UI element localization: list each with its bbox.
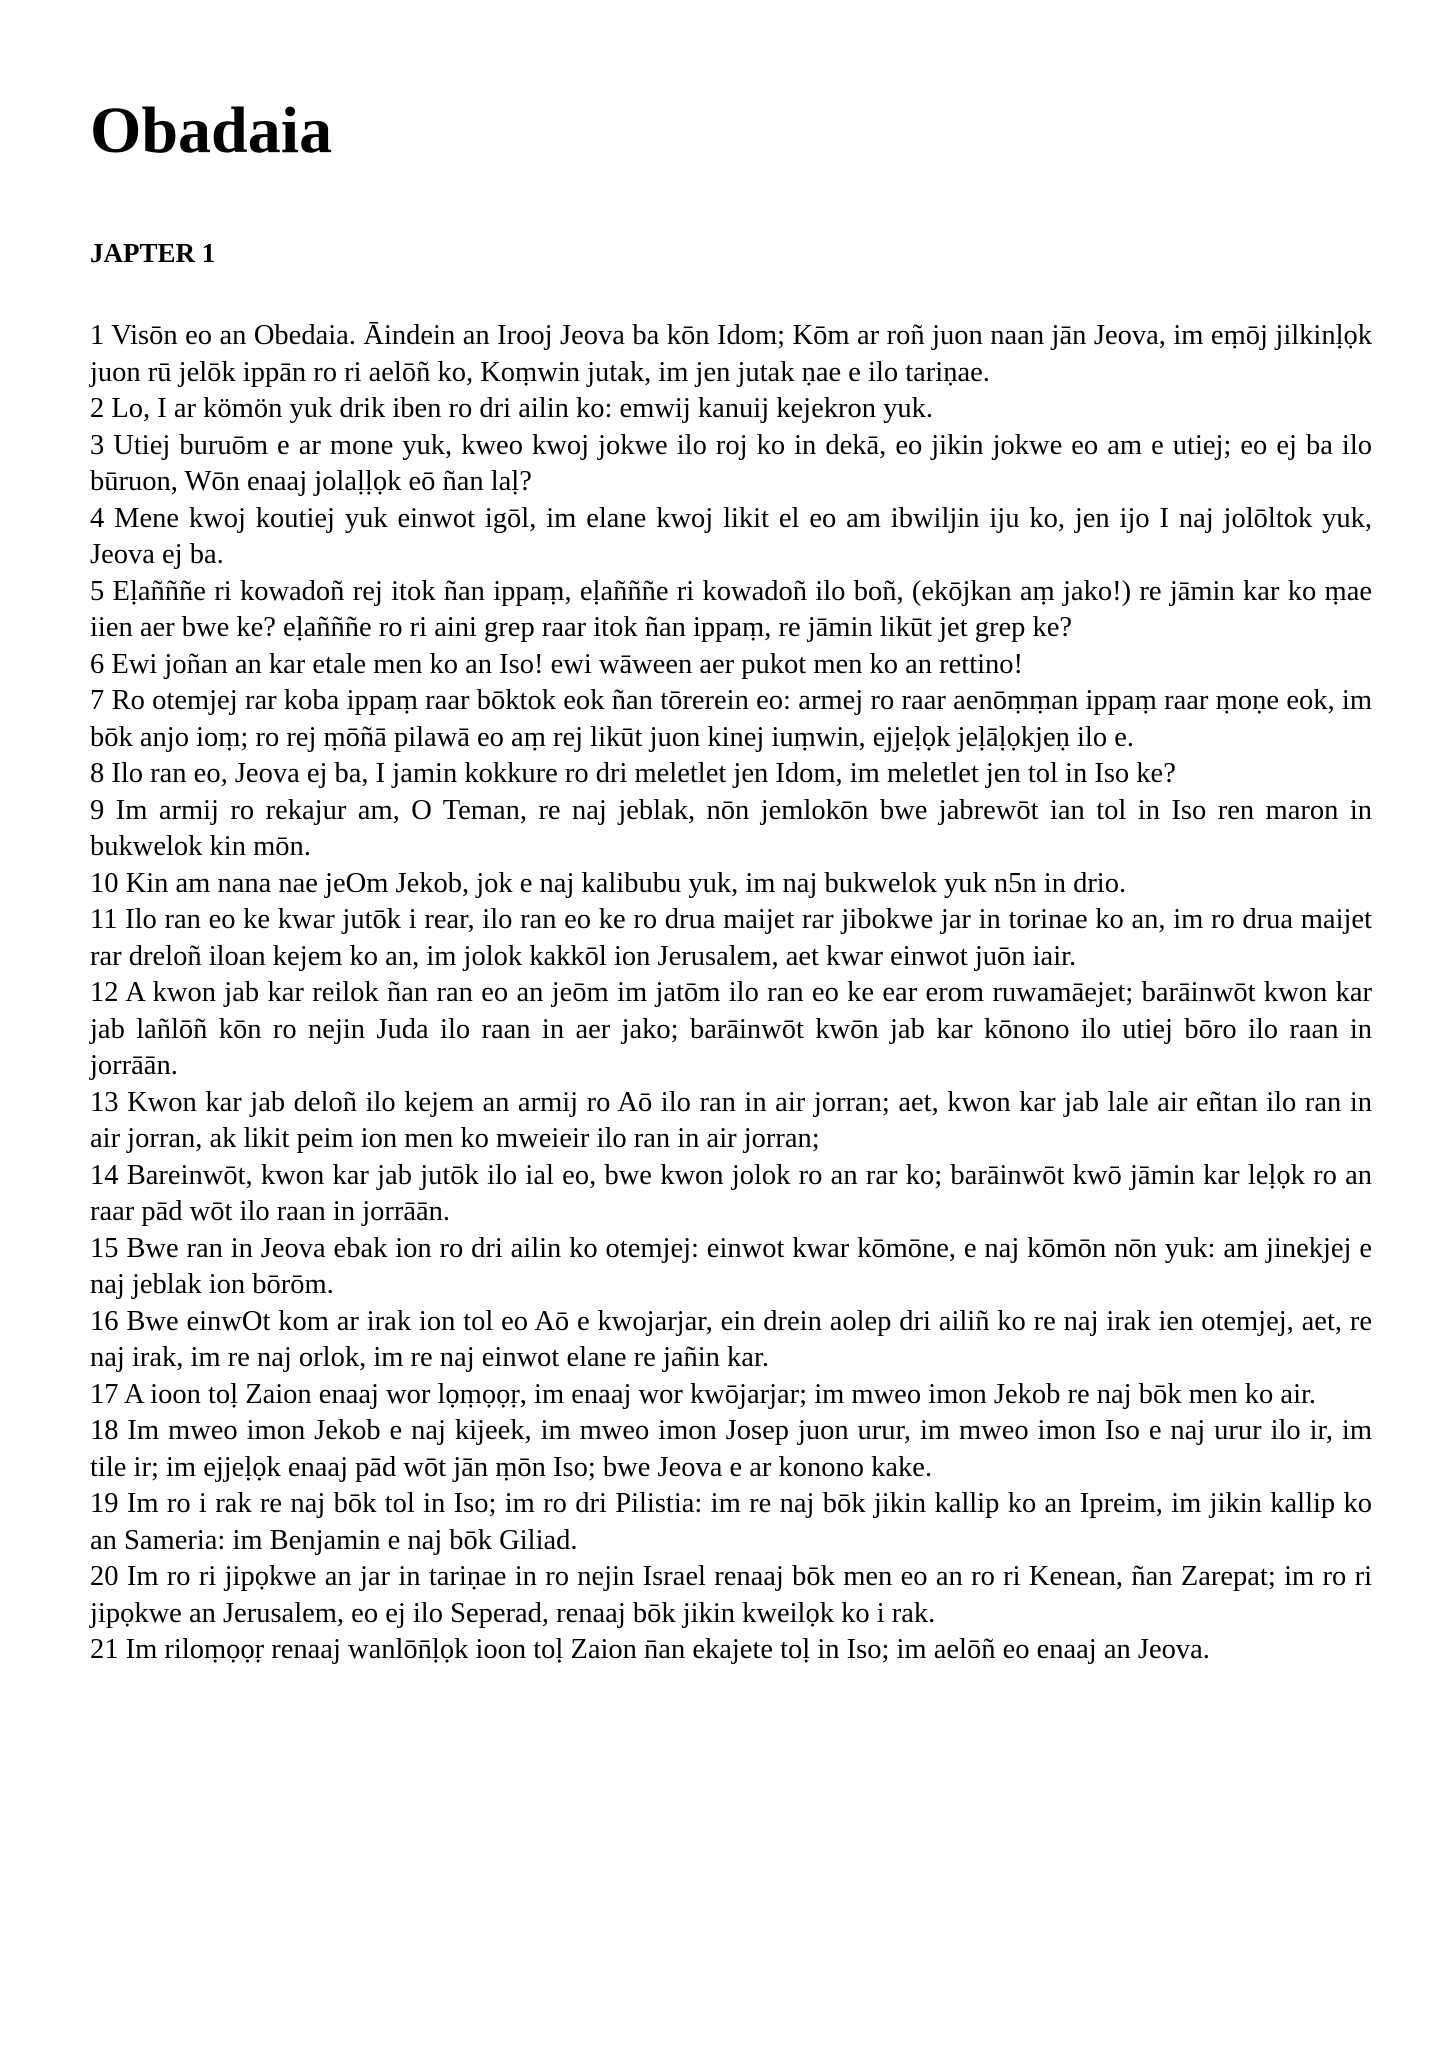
chapter-heading: JAPTER 1 bbox=[90, 238, 216, 268]
verse-15: 15 Bwe ran in Jeova ebak ion ro dri ailin ko otemjej: einwot kwar kōmōne, e naj kōmōn nōn yuk: am jinekjej e naj jeblak ion bōrōm. bbox=[90, 1232, 1372, 1300]
verse-list bbox=[90, 318, 1372, 1669]
verse-14: 14 Bareinwōt, kwon kar jab jutōk ilo ial eo, bwe kwon jolok ro an rar ko; barāinwōt kwō jāmin kar leḷọk ro an raar pād wōt ilo raan in jorrāān. bbox=[90, 1159, 1372, 1227]
document-page bbox=[90, 88, 1372, 1669]
verse-13: 13 Kwon kar jab deloñ ilo kejem an armij ro Aō ilo ran in air jorran; aet, kwon kar jab lale air eñtan ilo ran in air jorran, ak likit peim ion men ko mweieir ilo ran in air jorran; bbox=[90, 1086, 1372, 1154]
verse-20: 20 Im ro ri jipọkwe an jar in tariṇae in ro nejin Israel renaaj bōk men eo an ro ri Kenean, ñan Zarepat; im ro ri jipọkwe an Jerusalem, eo ej ilo Seperad, renaaj bōk jikin kweilọk ko i rak. bbox=[90, 1561, 1372, 1629]
book-title: Obadaia bbox=[90, 94, 333, 167]
verse-4: 4 Mene kwoj koutiej yuk einwot igōl, im elane kwoj likit el eo am ibwiljin iju ko, jen ijo I naj jolōltok yuk, Jeova ej ba. bbox=[90, 502, 1372, 570]
verse-21: 21 Im riloṃọọṛ renaaj wanlōn̄ḷọk ioon toḷ Zaion n̄an ekajete toḷ in Iso; im aelōñ eo enaaj an Jeova. bbox=[90, 1634, 1210, 1665]
verse-5: 5 Eḷañññe ri kowadoñ rej itok ñan ippaṃ, eḷañññe ri kowadoñ ilo boñ, (ekōjkan aṃ jako!) re jāmin kar ko ṃae iien aer bwe ke? eḷañññe ro ri aini grep raar itok ñan ippaṃ, re jāmin likūt jet grep ke? bbox=[90, 575, 1372, 643]
verse-19: 19 Im ro i rak re naj bōk tol in Iso; im ro dri Pilistia: im re naj bōk jikin kallip ko an Ipreim, im jikin kallip ko an Sameria: im Benjamin e naj bōk Giliad. bbox=[90, 1488, 1372, 1556]
verse-12: 12 A kwon jab kar reilok ñan ran eo an jeōm im jatōm ilo ran eo ke ear erom ruwamāejet; barāinwōt kwon kar jab lañlōñ kōn ro nejin Juda ilo raan in aer jako; barāinwōt kwōn jab kar kōnono ilo utiej bōro ilo raan in jorrāān. bbox=[90, 977, 1372, 1081]
verse-7: 7 Ro otemjej rar koba ippaṃ raar bōktok eok ñan tōrerein eo: armej ro raar aenōṃṃan ippaṃ raar ṃoṇe eok, im bōk anjo ioṃ; ro rej ṃōñā pilawā eo aṃ rej likūt juon kinej iuṃwin, ejjeḷọk jeḷāḷọkjeṇ ilo e. bbox=[90, 685, 1372, 753]
verse-18: 18 Im mweo imon Jekob e naj kijeek, im mweo imon Josep juon urur, im mweo imon Iso e naj urur ilo ir, im tile ir; im ejjeḷọk enaaj pād wōt jān ṃōn Iso; bwe Jeova e ar konono kake. bbox=[90, 1415, 1372, 1483]
verse-3: 3 Utiej buruōm e ar mone yuk, kweo kwoj jokwe ilo roj ko in dekā, eo jikin jokwe eo am e utiej; eo ej ba ilo būruon, Wōn enaaj jolaḷḷọk eō ñan laḷ? bbox=[90, 429, 1372, 497]
verse-8: 8 Ilo ran eo, Jeova ej ba, I jamin kokkure ro dri meletlet jen Idom, im meletlet jen tol in Iso ke? bbox=[90, 758, 1176, 789]
verse-9: 9 Im armij ro rekajur am, O Teman, re naj jeblak, nōn jemlokōn bwe jabrewōt ian tol in Iso ren maron in bukwelok kin mōn. bbox=[90, 794, 1372, 862]
verse-1: 1 Visōn eo an Obedaia. Āindein an Irooj Jeova ba kōn Idom; Kōm ar roñ juon naan jān Jeova, im eṃōj jilkinḷọk juon rū jelōk ippān ro ri aelōñ ko, Koṃwin jutak, im jen jutak ṇae e ilo tariṇae. bbox=[90, 320, 1372, 388]
verse-2: 2 Lo, I ar kömön yuk drik iben ro dri ailin ko: emwij kanuij kejekron yuk. bbox=[90, 393, 933, 424]
verse-6: 6 Ewi joñan an kar etale men ko an Iso! ewi wāween aer pukot men ko an rettino! bbox=[90, 648, 1024, 680]
verse-10: 10 Kin am nana nae jeOm Jekob, jok e naj kalibubu yuk, im naj bukwelok yuk n5n in drio. bbox=[90, 867, 1127, 899]
verse-16: 16 Bwe einwOt kom ar irak ion tol eo Aō e kwojarjar, ein drein aolep dri ailiñ ko re naj irak ien otemjej, aet, re naj irak, im re naj orlok, im re naj einwot elane re jañin kar. bbox=[90, 1305, 1372, 1373]
verse-17: 17 A ioon toḷ Zaion enaaj wor lọṃọọṛ, im enaaj wor kwōjarjar; im mweo imon Jekob re naj bōk men ko air. bbox=[90, 1378, 1317, 1410]
verse-11: 11 Ilo ran eo ke kwar jutōk i rear, ilo ran eo ke ro drua maijet rar jibokwe jar in torinae ko an, im ro drua maijet rar dreloñ iloan kejem ko an, im jolok kakkōl ion Jerusalem, aet kwar einwot juōn iair. bbox=[90, 904, 1372, 972]
